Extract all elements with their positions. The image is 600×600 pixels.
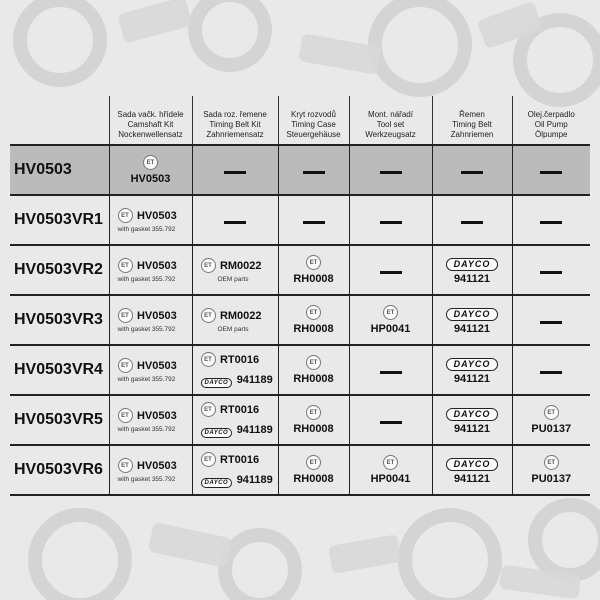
part-number: RT0016 — [219, 403, 260, 416]
dayco-logo-icon: DAYCO — [446, 258, 499, 271]
header-text: Tool set — [376, 120, 405, 129]
kit-code: HV0503 — [10, 145, 109, 195]
header-text: Zahnriemen — [450, 130, 494, 139]
et-logo-icon: ET — [118, 308, 133, 323]
et-logo-icon: ET — [143, 155, 158, 170]
oil-pump-cell — [512, 245, 590, 295]
oil-pump-cell — [512, 295, 590, 345]
et-logo-icon: ET — [306, 355, 321, 370]
table-row — [10, 295, 590, 345]
part-note: OEM parts — [217, 326, 249, 333]
table-row — [10, 345, 590, 395]
part-number: 941189 — [236, 373, 273, 386]
dash-icon — [224, 171, 246, 174]
et-logo-icon: ET — [306, 305, 321, 320]
tool-set-cell — [349, 295, 432, 345]
part-note: with gasket 355.792 — [117, 476, 176, 483]
dash-icon — [540, 371, 562, 374]
dash-icon — [303, 171, 325, 174]
part-number: 941189 — [236, 423, 273, 436]
dayco-logo-icon: DAYCO — [201, 478, 233, 488]
dash-icon — [540, 171, 562, 174]
timing-case-cell — [278, 445, 349, 495]
timing-belt-kit-cell — [192, 345, 278, 395]
table-row — [10, 195, 590, 245]
header-oil-pump — [512, 96, 590, 145]
parts-table — [10, 96, 590, 496]
part-note: with gasket 355.792 — [117, 376, 176, 383]
header-text: Timing Belt Kit — [209, 120, 261, 129]
header-text: Timing Case — [291, 120, 336, 129]
header-text: Nockenwellensatz — [118, 130, 183, 139]
camshaft-kit-cell — [109, 145, 192, 195]
table-row — [10, 395, 590, 445]
part-note: with gasket 355.792 — [117, 326, 176, 333]
et-logo-icon: ET — [201, 452, 216, 467]
header-text: Sada vačk. hřídele — [117, 110, 184, 119]
kit-code: HV0503VR1 — [10, 195, 109, 245]
part-number: HP0041 — [370, 472, 411, 485]
part-number: RT0016 — [219, 453, 260, 466]
et-logo-icon: ET — [118, 258, 133, 273]
part-note: with gasket 355.792 — [117, 226, 176, 233]
kit-code: HV0503VR3 — [10, 295, 109, 345]
et-logo-icon: ET — [383, 305, 398, 320]
camshaft-kit-cell — [109, 445, 192, 495]
part-number: PU0137 — [531, 422, 572, 435]
et-logo-icon: ET — [118, 408, 133, 423]
tool-set-cell — [349, 395, 432, 445]
dash-icon — [540, 271, 562, 274]
header-text: Werkzeugsatz — [365, 130, 416, 139]
dash-icon — [380, 371, 402, 374]
header-text: Camshaft Kit — [127, 120, 174, 129]
et-logo-icon: ET — [118, 208, 133, 223]
part-number: PU0137 — [531, 472, 572, 485]
camshaft-kit-cell — [109, 195, 192, 245]
tool-set-cell — [349, 345, 432, 395]
timing-belt-cell — [432, 195, 512, 245]
kit-code: HV0503VR2 — [10, 245, 109, 295]
dayco-logo-icon: DAYCO — [446, 308, 499, 321]
header-blank — [10, 96, 109, 145]
dayco-logo-icon: DAYCO — [201, 428, 233, 438]
timing-belt-cell — [432, 145, 512, 195]
dash-icon — [303, 221, 325, 224]
kit-code: HV0503VR5 — [10, 395, 109, 445]
part-number: RH0008 — [293, 272, 334, 285]
tool-set-cell — [349, 145, 432, 195]
dash-icon — [380, 171, 402, 174]
camshaft-kit-cell — [109, 395, 192, 445]
et-logo-icon: ET — [201, 352, 216, 367]
et-logo-icon: ET — [306, 255, 321, 270]
timing-belt-kit-cell — [192, 195, 278, 245]
timing-belt-cell — [432, 245, 512, 295]
part-number: 941121 — [453, 322, 491, 335]
camshaft-kit-cell — [109, 245, 192, 295]
dash-icon — [380, 271, 402, 274]
part-number: 941189 — [236, 473, 273, 486]
camshaft-kit-cell — [109, 345, 192, 395]
header-text: Timing Belt — [452, 120, 492, 129]
oil-pump-cell — [512, 145, 590, 195]
et-logo-icon: ET — [383, 455, 398, 470]
header-text: Řemen — [459, 110, 485, 119]
timing-belt-kit-cell — [192, 445, 278, 495]
header-text: Steuergehäuse — [286, 130, 341, 139]
part-number: 941121 — [453, 372, 491, 385]
oil-pump-cell — [512, 195, 590, 245]
timing-belt-kit-cell — [192, 145, 278, 195]
header-text: Olej.čerpadlo — [527, 110, 575, 119]
dash-icon — [461, 221, 483, 224]
header-timing-belt-kit — [192, 96, 278, 145]
timing-belt-kit-cell — [192, 395, 278, 445]
tool-set-cell — [349, 245, 432, 295]
dash-icon — [380, 221, 402, 224]
et-logo-icon: ET — [306, 405, 321, 420]
part-number: RH0008 — [293, 372, 334, 385]
part-note: with gasket 355.792 — [117, 426, 176, 433]
header-text: Mont. nářadí — [368, 110, 413, 119]
oil-pump-cell — [512, 445, 590, 495]
kit-code: HV0503VR6 — [10, 445, 109, 495]
part-number: HV0503 — [136, 409, 177, 422]
timing-case-cell — [278, 145, 349, 195]
kit-code: HV0503VR4 — [10, 345, 109, 395]
table-row — [10, 145, 590, 195]
et-logo-icon: ET — [544, 455, 559, 470]
table-row — [10, 245, 590, 295]
header-text: Kryt rozvodů — [291, 110, 336, 119]
et-logo-icon: ET — [118, 358, 133, 373]
dash-icon — [224, 221, 246, 224]
et-logo-icon: ET — [306, 455, 321, 470]
part-number: RT0016 — [219, 353, 260, 366]
part-number: 941121 — [453, 272, 491, 285]
et-logo-icon: ET — [201, 308, 216, 323]
part-number: HV0503 — [136, 459, 177, 472]
part-number: 941121 — [453, 472, 491, 485]
part-number: HV0503 — [136, 209, 177, 222]
part-number: HP0041 — [370, 322, 411, 335]
part-number: HV0503 — [136, 309, 177, 322]
part-number: HV0503 — [136, 359, 177, 372]
dash-icon — [540, 221, 562, 224]
et-logo-icon: ET — [201, 402, 216, 417]
header-camshaft-kit — [109, 96, 192, 145]
header-text: Sada roz. řemene — [203, 110, 267, 119]
tool-set-cell — [349, 195, 432, 245]
timing-case-cell — [278, 245, 349, 295]
header-text: Zahnriemensatz — [206, 130, 264, 139]
camshaft-kit-cell — [109, 295, 192, 345]
part-note: OEM parts — [217, 276, 249, 283]
part-number: RH0008 — [293, 472, 334, 485]
part-number: RH0008 — [293, 322, 334, 335]
dayco-logo-icon: DAYCO — [201, 378, 233, 388]
timing-case-cell — [278, 395, 349, 445]
timing-belt-cell — [432, 395, 512, 445]
et-logo-icon: ET — [118, 458, 133, 473]
et-logo-icon: ET — [544, 405, 559, 420]
dash-icon — [380, 421, 402, 424]
part-number: RH0008 — [293, 422, 334, 435]
table-row — [10, 445, 590, 495]
dayco-logo-icon: DAYCO — [446, 408, 499, 421]
timing-case-cell — [278, 195, 349, 245]
part-number: RM0022 — [219, 309, 262, 322]
oil-pump-cell — [512, 345, 590, 395]
part-number: HV0503 — [130, 172, 171, 185]
tool-set-cell — [349, 445, 432, 495]
dayco-logo-icon: DAYCO — [446, 358, 499, 371]
dash-icon — [540, 321, 562, 324]
timing-belt-kit-cell — [192, 295, 278, 345]
timing-belt-cell — [432, 345, 512, 395]
timing-case-cell — [278, 345, 349, 395]
header-timing-belt — [432, 96, 512, 145]
oil-pump-cell — [512, 395, 590, 445]
header-tool-set — [349, 96, 432, 145]
timing-case-cell — [278, 295, 349, 345]
et-logo-icon: ET — [201, 258, 216, 273]
part-number: RM0022 — [219, 259, 262, 272]
header-text: Oil Pump — [534, 120, 568, 129]
timing-belt-kit-cell — [192, 245, 278, 295]
header-timing-case — [278, 96, 349, 145]
dayco-logo-icon: DAYCO — [446, 458, 499, 471]
header-text: Ölpumpe — [535, 130, 568, 139]
part-note: with gasket 355.792 — [117, 276, 176, 283]
timing-belt-cell — [432, 295, 512, 345]
timing-belt-cell — [432, 445, 512, 495]
part-number: HV0503 — [136, 259, 177, 272]
dash-icon — [461, 171, 483, 174]
part-number: 941121 — [453, 422, 491, 435]
